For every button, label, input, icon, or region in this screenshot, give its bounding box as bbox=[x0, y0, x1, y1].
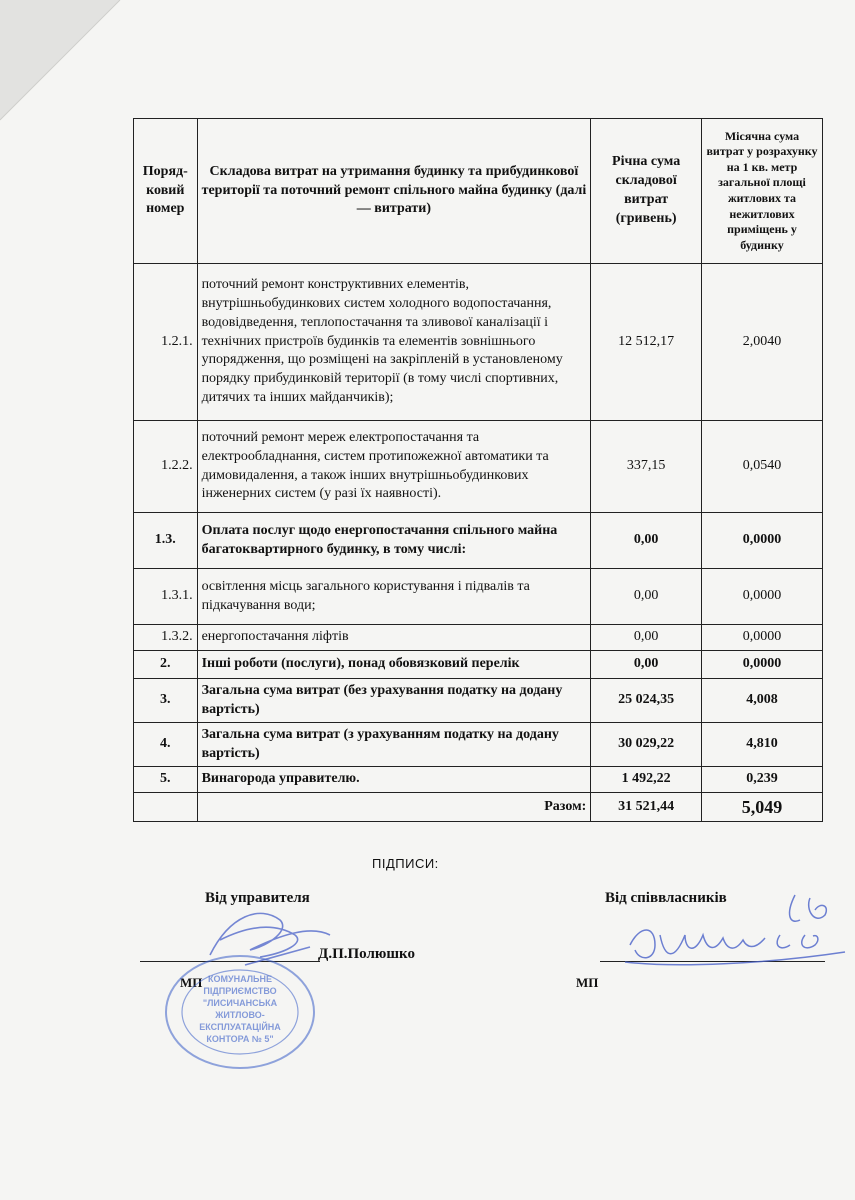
row-number: 4. bbox=[134, 723, 198, 767]
total-label: Разом: bbox=[197, 793, 591, 822]
manager-handwritten-signature bbox=[190, 895, 340, 975]
table-row bbox=[134, 513, 823, 569]
row-monthly: 0,0000 bbox=[701, 651, 822, 679]
row-number: 1.2.2. bbox=[134, 421, 198, 513]
row-description: освітлення місць загального користування і підвалів та підкачування води; bbox=[197, 569, 591, 625]
row-description: енергопостачання ліфтів bbox=[197, 625, 591, 651]
svg-text:ЖИТЛОВО-: ЖИТЛОВО- bbox=[215, 1010, 265, 1020]
costs-table bbox=[133, 118, 823, 822]
row-annual: 0,00 bbox=[591, 651, 702, 679]
total-empty-cell bbox=[134, 793, 198, 822]
header-description: Складова витрат на утримання будинку та прибудинкової території та поточний ремонт спільного майна будинку (далі — витрати) bbox=[197, 119, 591, 264]
row-annual: 0,00 bbox=[591, 569, 702, 625]
row-number: 1.3.2. bbox=[134, 625, 198, 651]
svg-text:КОМУНАЛЬНЕ: КОМУНАЛЬНЕ bbox=[208, 974, 272, 984]
from-manager-label: Від управителя bbox=[205, 890, 310, 906]
row-number: 2. bbox=[134, 651, 198, 679]
total-annual: 31 521,44 bbox=[591, 793, 702, 822]
header-annual: Річна сума складової витрат (гривень) bbox=[591, 119, 702, 264]
row-description: Винагорода управителю. bbox=[197, 767, 591, 793]
row-description: Інші роботи (послуги), понад обовязковий перелік bbox=[197, 651, 591, 679]
row-annual: 25 024,35 bbox=[591, 679, 702, 723]
row-number: 3. bbox=[134, 679, 198, 723]
row-description: Загальна сума витрат (без урахування податку на додану вартість) bbox=[197, 679, 591, 723]
scan-dot bbox=[8, 20, 13, 25]
signatures-title: ПІДПИСИ: bbox=[372, 856, 439, 871]
table-row bbox=[134, 767, 823, 793]
svg-text:КОНТОРА № 5": КОНТОРА № 5" bbox=[206, 1034, 274, 1044]
table-row bbox=[134, 569, 823, 625]
row-description: поточний ремонт мереж електропостачання та електрообладнання, систем протипожежної автоматики та димовидалення, а також інших внутрішньобудинкових інженерних систем (у разі їх наявності). bbox=[197, 421, 591, 513]
row-number: 1.3. bbox=[134, 513, 198, 569]
mp-left-label: МП bbox=[180, 975, 203, 990]
header-number: Поряд-ковий номер bbox=[134, 119, 198, 264]
row-number: 1.2.1. bbox=[134, 264, 198, 421]
owner-handwritten-signature bbox=[615, 890, 855, 980]
row-number: 1.3.1. bbox=[134, 569, 198, 625]
row-monthly: 2,0040 bbox=[701, 264, 822, 421]
row-monthly: 0,0000 bbox=[701, 625, 822, 651]
header-monthly: Місячна сума витрат у розрахунку на 1 кв. метр загальної площі житлових та нежитлових приміщень у будинку bbox=[701, 119, 822, 264]
row-monthly: 0,239 bbox=[701, 767, 822, 793]
row-annual: 0,00 bbox=[591, 625, 702, 651]
row-annual: 12 512,17 bbox=[591, 264, 702, 421]
row-monthly: 0,0540 bbox=[701, 421, 822, 513]
row-description: поточний ремонт конструктивних елементів, внутрішньобудинкових систем холодного водопостачання, водовідведення, теплопостачання та зливової каналізації і технічних пристроїв будинків та елементів зовнішнього упорядження, що розміщені на закріпленій в установленому порядку прибудинковій території (в тому числі спортивних, дитячих та інших майданчиків); bbox=[197, 264, 591, 421]
row-description: Оплата послуг щодо енергопостачання спільного майна багатоквартирного будинку, в тому числі: bbox=[197, 513, 591, 569]
row-description: Загальна сума витрат (з урахуванням податку на додану вартість) bbox=[197, 723, 591, 767]
svg-text:ЕКСПЛУАТАЦІЙНА: ЕКСПЛУАТАЦІЙНА bbox=[199, 1022, 281, 1032]
table-row bbox=[134, 421, 823, 513]
svg-text:ПІДПРИЄМСТВО: ПІДПРИЄМСТВО bbox=[203, 986, 277, 996]
row-annual: 337,15 bbox=[591, 421, 702, 513]
mp-right-label: МП bbox=[576, 975, 599, 990]
row-monthly: 4,008 bbox=[701, 679, 822, 723]
table-row bbox=[134, 679, 823, 723]
total-monthly: 5,049 bbox=[701, 793, 822, 822]
table-row bbox=[134, 723, 823, 767]
from-owners-label: Від співвласників bbox=[605, 890, 727, 906]
row-annual: 1 492,22 bbox=[591, 767, 702, 793]
row-monthly: 0,0000 bbox=[701, 513, 822, 569]
table-row bbox=[134, 625, 823, 651]
row-monthly: 0,0000 bbox=[701, 569, 822, 625]
manager-name: Д.П.Полюшко bbox=[318, 946, 415, 962]
table-row bbox=[134, 651, 823, 679]
total-row bbox=[134, 793, 823, 822]
row-number: 5. bbox=[134, 767, 198, 793]
svg-text:"ЛИСИЧАНСЬКА: "ЛИСИЧАНСЬКА bbox=[202, 998, 278, 1008]
row-monthly: 4,810 bbox=[701, 723, 822, 767]
table-row bbox=[134, 264, 823, 421]
row-annual: 30 029,22 bbox=[591, 723, 702, 767]
table-header-row bbox=[134, 119, 823, 264]
row-annual: 0,00 bbox=[591, 513, 702, 569]
